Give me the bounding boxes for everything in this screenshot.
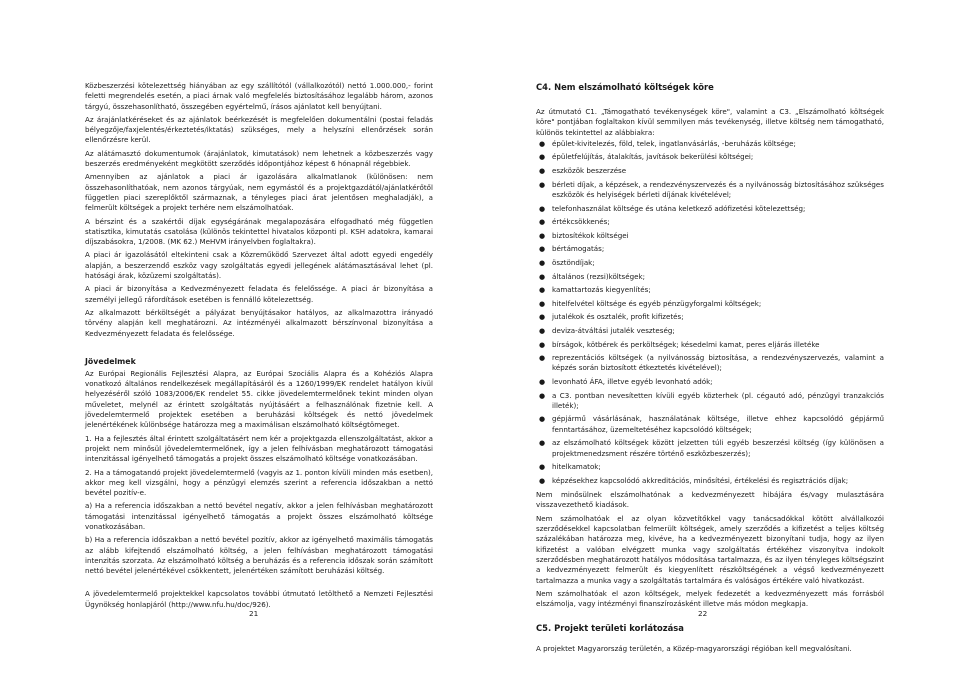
paragraph: 1. Ha a fejlesztés által érintett szolgáltatásért nem kér a projektgazda ellenszolgáltatást, akkor a projekt nem minősül jövedelemtermelőnek, így a jelen felhívásban meghatározott támogatási intenzitással igényelhető támogatás a projekt összes elszámolható költsége vonatkozásában. (85, 433, 433, 464)
paragraph: Az alkalmazott bérköltségét a pályázat benyújtásakor hatályos, az alkalmazottra irányadó törvény alapján kell meghatározni. Az intézményéi alkalmazott bérszínvonal bizonyítása a Kedvezményezett feladata és felelőssége. (85, 307, 433, 338)
bullet-icon: ● (539, 326, 546, 335)
spacer (85, 579, 433, 589)
spacer (536, 612, 884, 622)
bullet-icon: ● (539, 258, 546, 267)
bullet-icon: ● (539, 286, 546, 295)
list-item-text: az elszámolható költségek között jelzetten túli egyéb beszerzési költség (így különösen a projektmenedzsment részére történő eszközbeszerzés); (552, 438, 884, 458)
bullet-icon: ● (539, 354, 546, 363)
page-number: 21 (249, 609, 259, 618)
bullet-icon: ● (539, 391, 546, 400)
bullet-icon: ● (539, 476, 546, 485)
paragraph: Nem számolhatóak el azon költségek, melyek fedezetét a kedvezményezett más forrásból elszámolja, vagy intézményi finanszírozásként illetve más módon megkapja. (536, 588, 884, 609)
bullet-icon: ● (539, 180, 546, 189)
paragraph: b) Ha a referencia időszakban a nettó bevétel pozitív, akkor az igényelhető maximális támogatás az alább kifejtendő elszámolható költség, a jelen felhívásban meghatározott támogatási intenzitás szorzata. Az elszámolható költség a beruházás és a referencia időszak során számított nettó bevétel jelenértékével csökkentett, jelenértéken számított beruházási költség. (85, 535, 433, 576)
list-item (536, 326, 884, 336)
list-item (536, 180, 884, 201)
bullet-icon: ● (539, 299, 546, 308)
paragraph: a) Ha a referencia időszakban a nettó bevétel negatív, akkor a jelen felhívásban meghatározott támogatási intenzitással igényelhető támogatás a projekt összes elszámolható költsége vonatkozásában. (85, 501, 433, 531)
list-item-text: telefonhasználat költsége és utána keletkező adófizetési kötelezettség; (552, 203, 806, 213)
list-item-text: bírságok, kötbérek és perköltségek; késedelmi kamat, peres eljárás illetéke (552, 339, 820, 349)
list-item (536, 272, 884, 282)
list-item-text: gépjármű vásárlásának, használatának költsége, illetve ehhez kapcsolódó gépjármű fenntartásához, üzemeltetéséhez kapcsolódó költségek; (552, 414, 884, 434)
spacer (85, 342, 433, 352)
list-item-text: reprezentációs költségek (a nyilvánosság biztosítása, a rendezvényszervezés, valamint a képzés során biztosított étkeztetés kivételével); (552, 353, 884, 373)
list-item (536, 462, 884, 472)
list-item-text: kamattartozás kiegyenlítés; (552, 285, 651, 295)
bullet-icon: ● (539, 463, 546, 472)
paragraph-link[interactable]: A jövedelemtermelő projektekkel kapcsolatos további útmutató letölthető a Nemzeti Fejlesztési Ügynökség honlapjáról (http://www.nfu.hu/doc/926). (85, 589, 433, 609)
list-item-text: a C3. pontban nevesítetten kívüli egyéb közterhek (pl. cégautó adó, pénzügyi tranzakciós illeték); (552, 390, 884, 410)
bullet-icon: ● (539, 415, 546, 424)
list-item (536, 340, 884, 350)
list-item-text: épület-kivitelezés, föld, telek, ingatlanvásárlás, -beruházás költsége; (552, 138, 796, 148)
right-page (480, 0, 960, 679)
bullet-icon: ● (539, 439, 546, 448)
paragraph: Az árajánlatkéréseket és az ajánlatok beérkezését is megfelelően dokumentálni (postai feladás bélyegzője/faxjelentés/érkeztetés/iktatás) szükséges, mely a helyszíni ellenőrzések során ellenőrzésre kerül. (85, 114, 433, 145)
list-item-text: deviza-átváltási jutalék veszteség; (552, 325, 675, 335)
section-heading-jovedelmek: Jövedelmek (85, 356, 136, 366)
paragraph: Az Európai Regionális Fejlesztési Alapra, az Európai Szociális Alapra és a Kohéziós Alapra vonatkozó általános rendelkezések megállapításáról és a 1260/1999/EK rendelet hatályon kívül helyezéséről szóló 1083/2006/EK rendelet 55. cikke jövedelemtermelőnek tekint minden olyan műveletet, melynél az érintett szolgáltatás nyújtásáért a felhasználónak fizetnie kell. A jövedelemtermelő projektek esetében a beruházási költségek és nettó jövedelmek jelenértékének különbsége határozza meg a maximálisan elszámolható költségtömeget. (85, 368, 433, 430)
list-item-text: hitelfelvétel költsége és egyéb pénzügyforgalmi költségek; (552, 298, 762, 308)
list-item-text: jutalékok és osztalék, profit kifizetés; (552, 312, 684, 322)
intro-paragraph: Az útmutató C1. „Támogatható tevékenységek köre", valamint a C3. „Elszámolható költségek köre" pontjában foglaltakon kívül semmilyen más tevékenység, illetve költség nem támogatható, különös tekintettel az alábbiakra: (536, 107, 884, 137)
paragraph: A bérszint és a szakértői díjak egységárának megalapozására elfogadható még független statisztika, kimutatás csatolása (különös tekintettel hivatalos központi pl. KSH adatokra, kamarai díjszabásokra, 1/2008. (MK 62.) MeHVM irányelvben foglaltakra). (85, 216, 433, 247)
paragraph: A projektet Magyarország területén, a Közép-magyarországi régióban kell megvalósítani. (536, 644, 852, 654)
exclusion-list (536, 139, 884, 486)
list-item (536, 391, 884, 412)
list-item (536, 258, 884, 268)
paragraph: A piaci ár igazolásától eltekinteni csak a Közreműködő Szervezet által adott egyedi engedély alapján, a beszerzendő eszköz vagy szolgáltatás egyedi jellegének alátámasztásával lehet (pl. hatósági árak, közüzemi szolgáltatás). (85, 250, 433, 281)
list-item (536, 139, 884, 149)
list-item (536, 476, 884, 486)
bullet-icon: ● (539, 377, 546, 386)
right-column (536, 81, 884, 658)
spacer (536, 634, 884, 644)
list-item (536, 204, 884, 214)
bullet-icon: ● (539, 272, 546, 281)
list-item-text: hitelkamatok; (552, 462, 601, 472)
paragraph: Az alátámasztó dokumentumok (árajánlatok, kimutatások) nem lehetnek a közbeszerzés vagy beszerzés eredményeként megkötött szerződés időpontjához képest 6 hónapnál régebbiek. (85, 148, 433, 169)
bullet-icon: ● (539, 245, 546, 254)
paragraph: Amennyiben az ajánlatok a piaci ár igazolására alkalmatlanok (különösen: nem összehasonlíthatóak, nem azonos tárgyúak, nem egymástól és a projektgazdától/ajánlatkérőtől független piaci szereplőktől származnak, a tényleges piaci árat jelentősen meghaladják), a felmerült költségek a projekt terhére nem elszámolhatóak. (85, 172, 433, 213)
list-item-text: levonható ÁFA, illetve egyéb levonható adók; (552, 376, 713, 386)
heading-c5: C5. Projekt területi korlátozása (536, 623, 684, 634)
list-item (536, 312, 884, 322)
list-item-text: épületfelújítás, átalakítás, javítások bekerülési költségei; (552, 152, 754, 162)
left-column (85, 81, 433, 613)
list-item-text: eszközök beszerzése (552, 166, 627, 176)
list-item-text: értékcsökkenés; (552, 217, 610, 227)
spacer (536, 93, 884, 107)
list-item-text: ösztöndíjak; (552, 257, 595, 267)
bullet-icon: ● (539, 231, 546, 240)
list-item (536, 244, 884, 254)
bullet-icon: ● (539, 204, 546, 213)
page-number: 22 (698, 609, 708, 618)
list-item-text: általános (rezsi)költségek; (552, 271, 645, 281)
list-item (536, 414, 884, 435)
list-item (536, 353, 884, 374)
paragraph: 2. Ha a támogatandó projekt jövedelemtermelő (vagyis az 1. ponton kívüli minden más esetben), akkor meg kell vizsgálni, hogy a pénzügyi elemzés szerint a referencia időszakban a nettó bevétel pozitív-e. (85, 467, 433, 498)
list-item (536, 217, 884, 227)
list-item-text: biztosítékok költségei (552, 230, 629, 240)
bullet-icon: ● (539, 218, 546, 227)
paragraph: Nem számolhatóak el az olyan közvetítőkkel vagy tanácsadókkal kötött alvállalkozói szerződésekkel kapcsolatban felmerült költségek, amely szerződés a kifizetést a teljes költség százalékában határozza meg, kivéve, ha a kedvezményezett bizonyítani tudja, hogy az ilyen kifizetést a valóban elvégzett munka vagy szolgáltatás értékéhez viszonyítva indokolt szerződésben meghatározott hatályos módosítása tartalmazza, és az ilyen tényleges költségszint a kedvezményezett felmerült és kiegyenlített részköltségének a végső kedvezményezett tartalmazza a munka vagy a szolgáltatás tartalmára és valóságos értékére való hivatkozást. (536, 513, 884, 585)
list-item-text: bértámogatás; (552, 244, 605, 254)
bullet-icon: ● (539, 167, 546, 176)
list-item-text: bérleti díjak, a képzések, a rendezvényszervezés és a nyilvánosság biztosításához szükséges eszközök és helyiségek bérleti díjának kivételével; (552, 179, 884, 199)
bullet-icon: ● (539, 340, 546, 349)
bullet-icon: ● (539, 139, 546, 148)
paragraph: Nem minősülnek elszámolhatónak a kedvezményezett hibájára és/vagy mulasztására visszavezethető kiadások. (536, 490, 884, 510)
list-item (536, 377, 884, 387)
paragraph: Közbeszerzési kötelezettség hiányában az egy szállítótól (vállalkozótól) nettó 1.000.000,- forint feletti megrendelés esetén, a piaci árnak való megfelelés biztosításához legalább három, azonos tárgyú, összehasonlítható, összegében egyértelmű, írásos ajánlatot kell benyújtani. (85, 81, 433, 111)
list-item (536, 285, 884, 295)
list-item-text: képzésekhez kapcsolódó akkreditációs, minősítési, értékelési és regisztrációs díjak; (552, 475, 849, 485)
list-item (536, 231, 884, 241)
heading-c4: C4. Nem elszámolható költségek köre (536, 82, 714, 92)
bullet-icon: ● (539, 153, 546, 162)
bullet-icon: ● (539, 313, 546, 322)
list-item (536, 299, 884, 309)
list-item (536, 438, 884, 459)
list-item (536, 152, 884, 162)
paragraph: A piaci ár bizonyítása a Kedvezményezett feladata és felelőssége. A piaci ár bizonyítása a személyi jellegű ráfordítások esetében is fennálló kötelezettség. (85, 284, 433, 304)
list-item (536, 166, 884, 176)
